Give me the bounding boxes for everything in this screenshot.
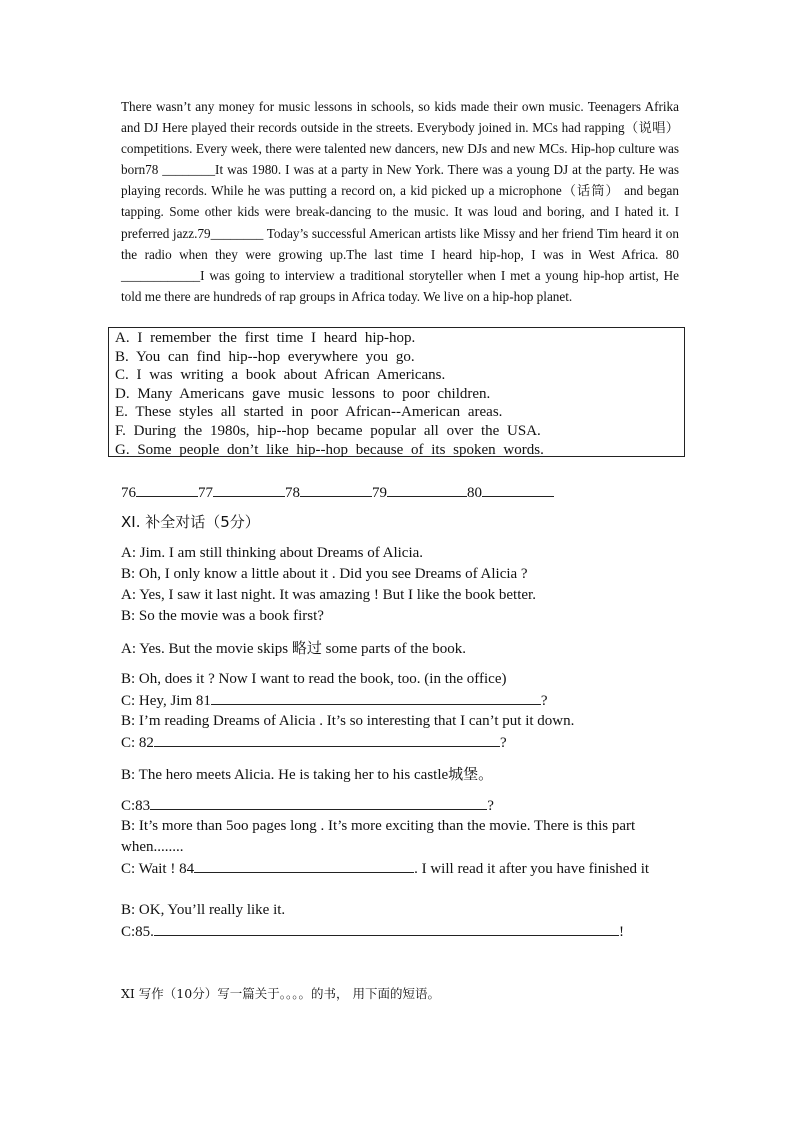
dialogue-line-85-start: C:85. [121, 924, 154, 940]
option-a: A. I remember the first time I heard hip-hop. [115, 330, 416, 346]
dialogue-line-5-start: A: Yes. But the movie skips [121, 641, 292, 657]
answer-number-77: 77 [198, 485, 213, 501]
dialogue-line-84-start: C: Wait ! 84 [121, 861, 195, 877]
dialogue-line-10-start: B: The hero meets Alicia. He is taking her to his castle [121, 767, 449, 783]
dialogue-line-12: B: It’s more than 5oo pages long . It’s more exciting than the movie. There is this part when........ [121, 818, 636, 855]
dialogue-line-84 [121, 858, 681, 880]
dialogue-line-82 [121, 732, 681, 754]
option-f: F. During the 1980s, hip--hop became popular all over the USA. [115, 422, 541, 439]
dialogue-line-5 [121, 638, 681, 660]
answer-number-76: 76 [121, 485, 136, 501]
answer-blank-84[interactable] [194, 858, 414, 873]
dialogue-line-83-start: C:83 [121, 798, 151, 814]
dialogue-line-1: A: Jim. I am still thinking about Dreams of Alicia. [121, 545, 424, 561]
dialogue-line-6: B: Oh, does it ? Now I want to read the book, too. (in the office) [121, 671, 507, 687]
dialogue-line-83 [121, 795, 681, 817]
dialogue-line-3: A: Yes, I saw it last night. It was amazing ! But I like the book better. [121, 587, 536, 603]
dialogue-line-8: B: I’m reading Dreams of Alicia . It’s so interesting that I can’t put it down. [121, 713, 575, 729]
dialogue-line-82-start: C: 82 [121, 735, 154, 751]
option-b: B. You can find hip--hop everywhere you go. [115, 348, 415, 365]
writing-task: XI 写作（10分）写一篇关于。。。。的书， 用下面的短语。 [121, 986, 440, 1001]
dialogue-line-85 [121, 921, 681, 943]
dialogue-line-85-end: ! [618, 924, 624, 940]
dialogue-line-81 [121, 690, 681, 712]
answer-number-80: 80 [467, 485, 482, 501]
answer-blank-83[interactable] [150, 795, 487, 810]
answer-number-78: 78 [285, 485, 300, 501]
answer-blank-79[interactable] [387, 482, 467, 497]
dialogue-line-84-end: . I will read it after you have finished it [414, 861, 650, 877]
dialogue-line-14: B: OK, You’ll really like it. [121, 902, 286, 918]
dialogue-line-2: B: Oh, I only know a little about it . Did you see Dreams of Alicia ? [121, 566, 528, 582]
answer-blank-82[interactable] [154, 732, 500, 747]
dialogue-line-81-end: ? [540, 693, 548, 709]
dialogue-line-10-chinese: 城堡。 [448, 765, 494, 783]
section-title: XI. 补全对话（5分） [121, 513, 260, 531]
option-e: E. These styles all started in poor African--American areas. [115, 404, 503, 421]
option-c: C. I was writing a book about African Americans. [115, 367, 446, 384]
dialogue-line-5-chinese: 略过 [291, 639, 322, 657]
dialogue-line-81-start: C: Hey, Jim 81 [121, 693, 211, 709]
dialogue-line-10 [121, 764, 681, 786]
reading-passage: There wasn’t any money for music lessons in schools, so kids made their own music. Teenagers Afrika and DJ Here played their records outside in the streets. Everybody joined in. MCs had rapping（说唱） competitions. Every week, there were talented new dancers, new DJs and new MCs. Hip-hop culture was born78 ________It was 1980. I was at a party in New York. There was a young DJ at the party. He was playing records. While he was putting a record on, a kid picked up a microphone（话筒） and began tapping. Some other kids were break-dancing to the music. It was loud and boring, and I hated it. I preferred jazz.79________ Today’s successful American artists like Missy and her friend Tim heard it on the radio when they were growing up.The last time I heard hip-hop, I was in West Africa. 80 ____________I was going to interview a traditional storyteller when I met a young hip-hop artist, He told me there are hundreds of rap groups in Africa today. We live on a hip-hop planet. [121, 99, 679, 304]
dialogue-line-83-end: ? [487, 798, 494, 814]
answer-blank-80[interactable] [482, 482, 554, 497]
answer-blank-77[interactable] [213, 482, 285, 497]
dialogue-line-4: B: So the movie was a book first? [121, 608, 324, 624]
answer-blank-78[interactable] [300, 482, 372, 497]
dialogue-line-5-end: some parts of the book. [321, 641, 467, 657]
answer-blank-76[interactable] [136, 482, 198, 497]
answer-number-79: 79 [372, 485, 387, 501]
dialogue-line-82-end: ? [499, 735, 507, 751]
answer-blank-85[interactable] [154, 921, 619, 936]
option-d: D. Many Americans gave music lessons to poor children. [115, 385, 491, 402]
option-g: G. Some people don’t like hip--hop because of its spoken words. [115, 441, 544, 458]
options-box [108, 327, 685, 457]
answer-blanks [121, 482, 554, 503]
answer-blank-81[interactable] [211, 690, 541, 705]
